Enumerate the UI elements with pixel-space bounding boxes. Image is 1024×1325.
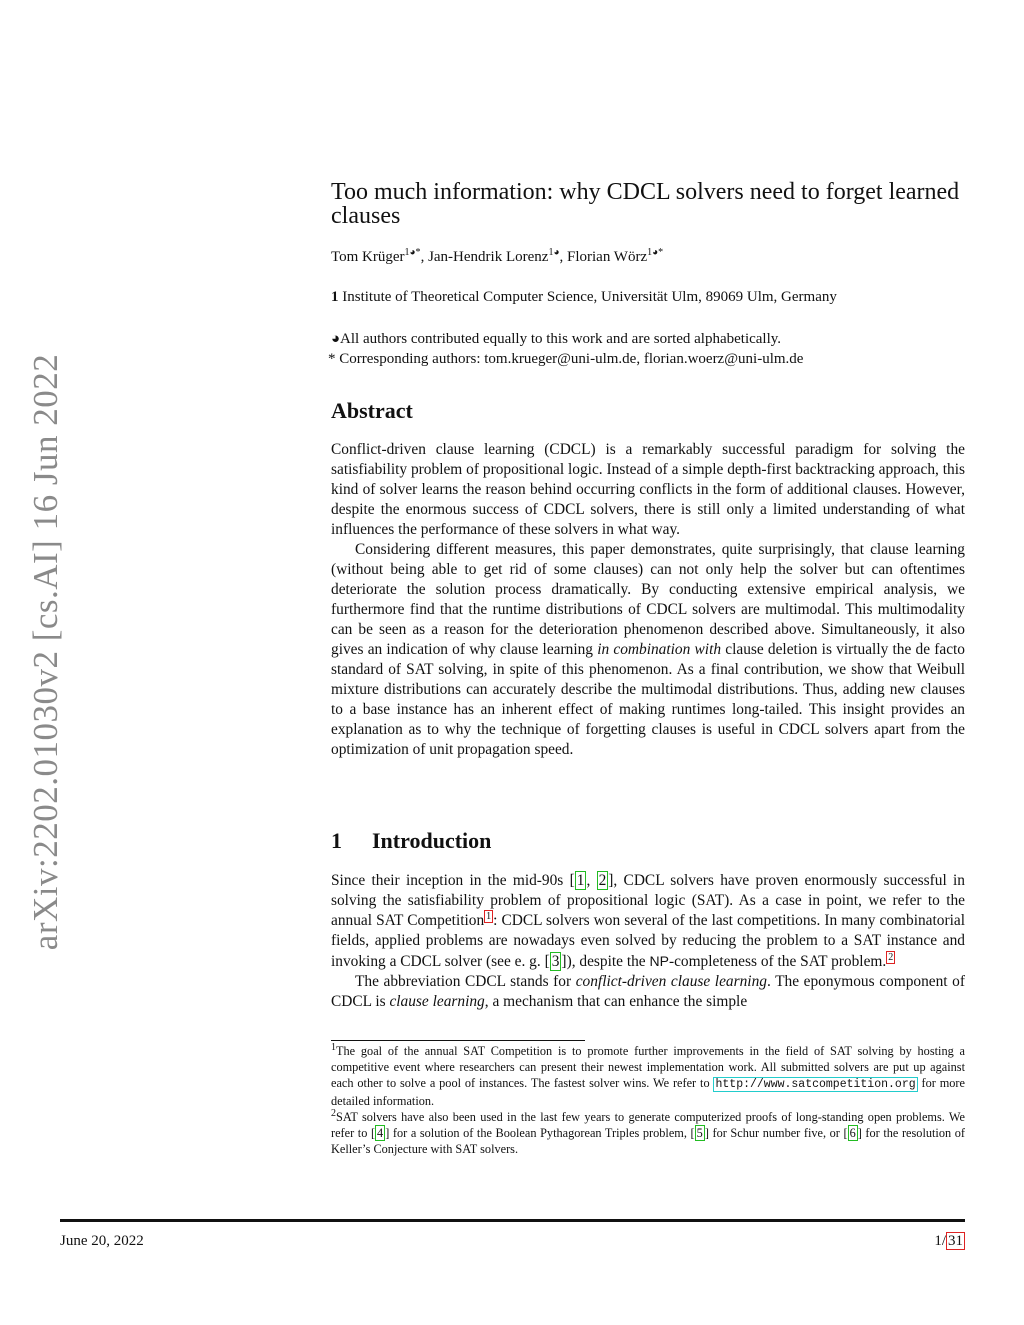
author-name: Tom Krüger <box>331 249 405 265</box>
author-marks: 1◕* <box>404 247 421 258</box>
footnote-divider <box>331 1040 585 1041</box>
abstract-paragraph-1: Conflict-driven clause learning (CDCL) is a remarkably successful paradigm for solving the satisfiability problem of propositional logic. Instead of a simple depth-first backtracking approach, this kind of solver learns the reason behind occurring conflicts in the form of additional clauses. However, despite the enormous success of CDCL solvers, there is still only a limited understanding of what influences the performance of these solvers in what way. <box>331 441 965 538</box>
author-notes <box>328 329 965 369</box>
paper-title: Too much information: why CDCL solvers need to forget learned clauses <box>331 179 960 229</box>
section-heading-introduction <box>331 828 965 854</box>
abstract-body <box>331 440 965 760</box>
citation-link[interactable]: 4 <box>377 1126 384 1140</box>
affiliation-number: 1 <box>331 289 339 305</box>
introduction-body <box>331 871 965 1012</box>
section-title: Introduction <box>372 828 492 853</box>
abstract-paragraph-2: Considering different measures, this paper demonstrates, quite surprisingly, that clause learning (without being able to get rid of some clauses) can not only help the solver but can oftentimes deteriorate the solution process dramatically. By conducting extensive empirical analysis, we furthermore find that the runtime distributions of CDCL solvers are multimodal. This multimodality can be seen as a reason for the deterioration phenomenon described above. Simultaneously, it also gives an indication of why clause learning in combination with clause deletion is virtually the de facto standard of SAT solving, in spite of this phenomenon. As a final contribution, we show that Weibull mixture distributions can accurately describe the multimodal distributions. Thus, adding new clauses to a base instance has an inherent effect of making runtimes long-tailed. This insight provides an explanation as to why the technique of forgetting clauses is useful in CDCL solvers apart from the optimization of unit propagation speed. <box>331 541 965 758</box>
citation-link[interactable]: 1 <box>576 872 585 889</box>
author-list: Tom Krüger$^{1◕*}$, Jan-Hendrik Lorenz$^{1◕}$, Florian Wörz$^{1◕*}$ <box>331 247 664 265</box>
total-pages-link[interactable]: 31 <box>948 1233 963 1249</box>
footnote-1: $^1$The goal of the annual SAT Competition is to promote further improvements in the field of SAT solving by hosting a competitive event where researchers can present their newest implementation work. All submitted solvers are put up against each other to solve a pool of instances. The fastest solver wins. We refer to http://www.satcompetition.org for more detailed information. <box>331 1041 965 1108</box>
intro-paragraph-1: Since their inception in the mid-90s [ 1 , 2 ], CDCL solvers have proven enormously successful in solving the satisfiability problem of propositional logic (SAT). As a case in point, we refer to the annual SAT Competition $^1$ : CDCL solvers won several of the last competitions. In many combinatorial fields, applied problems are nowadays even solved by reducing the problem to a SAT instance and invoking a CDCL solver (see e. g. [ 3 ]), despite the NP-completeness of the SAT problem. $^2$ <box>331 872 966 970</box>
footnote-number: 2 <box>331 1107 336 1119</box>
equal-contribution-note: ◕All authors contributed equally to this work and are sorted alphabetically. <box>331 331 782 347</box>
footer-rule <box>60 1219 965 1222</box>
author-name: Jan-Hendrik Lorenz <box>428 249 549 265</box>
corresponding-authors-note: * Corresponding authors: tom.krueger@uni-ulm.de, florian.woerz@uni-ulm.de <box>328 351 804 367</box>
citation-link[interactable]: 3 <box>551 953 560 970</box>
np-complexity-class: NP <box>649 953 669 969</box>
page-number: 1/ 31 <box>934 1233 963 1249</box>
author-name: Florian Wörz <box>566 249 648 265</box>
satcompetition-url-link[interactable]: http://www.satcompetition.org <box>715 1078 916 1091</box>
footnote-ref-link[interactable]: 2 <box>888 951 894 963</box>
author-marks: 1◕ <box>548 247 560 258</box>
footnote-number: 1 <box>331 1041 336 1053</box>
footnote-ref-link[interactable]: 1 <box>486 910 492 922</box>
author-marks: 1◕* <box>647 247 664 258</box>
arxiv-identifier: arXiv:2202.01030v2 [cs.AI] 16 Jun 2022 <box>26 353 65 951</box>
section-number: 1 <box>331 828 342 853</box>
footnote-2: $^2$SAT solvers have also been used in the last few years to generate computerized proofs of long-standing open problems. We refer to [ 4 ] for a solution of the Boolean Pythagorean Triples problem, [ 5 ] for Schur number five, or [ 6 ] for the resolution of Keller’s Conjecture with SAT solvers. <box>331 1107 965 1156</box>
footnotes <box>331 1043 965 1157</box>
affiliation <box>331 289 965 306</box>
intro-paragraph-2: The abbreviation CDCL stands for conflict-driven clause learning. The eponymous component of CDCL is clause learning, a mechanism that can enhance the simple <box>331 973 965 1010</box>
citation-link[interactable]: 5 <box>696 1126 703 1140</box>
footer-date: June 20, 2022 <box>60 1233 144 1249</box>
citation-link[interactable]: 2 <box>598 872 607 889</box>
abstract-heading: Abstract <box>331 398 413 423</box>
citation-link[interactable]: 6 <box>849 1126 856 1140</box>
affiliation-text: Institute of Theoretical Computer Science, Universität Ulm, 89069 Ulm, Germany <box>342 289 837 305</box>
